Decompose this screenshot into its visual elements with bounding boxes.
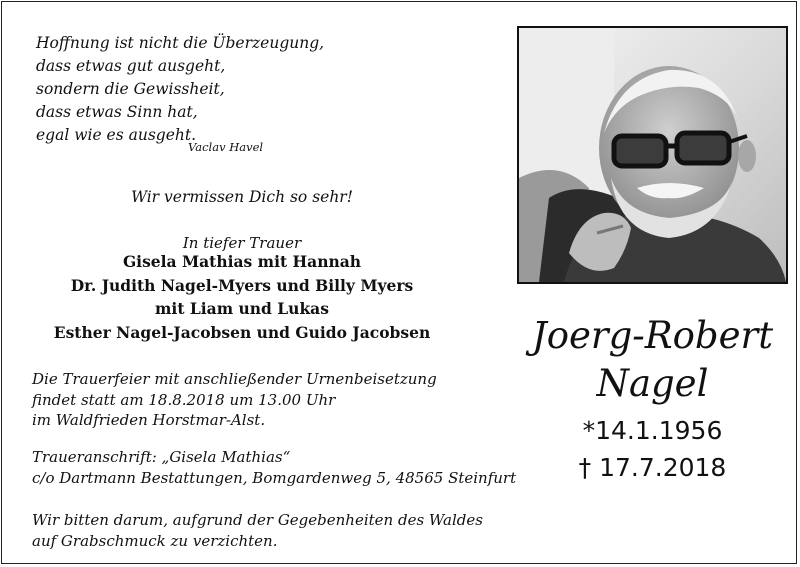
portrait-photo bbox=[517, 26, 788, 284]
mourning-intro: In tiefer Trauer bbox=[182, 234, 302, 252]
mourning-address bbox=[32, 447, 516, 488]
ceremony-line: Die Trauerfeier mit anschließender Urnenbeisetzung bbox=[32, 370, 437, 388]
miss-text: Wir vermissen Dich so sehr! bbox=[131, 188, 353, 206]
deceased-last-name: Nagel bbox=[596, 362, 709, 405]
portrait-photo-icon bbox=[519, 28, 786, 282]
address-line: Traueranschrift: „Gisela Mathias“ bbox=[32, 448, 291, 466]
ceremony-line: findet statt am 18.8.2018 um 13.00 Uhr bbox=[32, 390, 336, 409]
deceased-first-name: Joerg-Robert bbox=[531, 314, 774, 357]
quote-block bbox=[36, 32, 324, 147]
death-date: † 17.7.2018 bbox=[578, 453, 727, 482]
quote-line: dass etwas gut ausgeht, bbox=[36, 57, 226, 75]
quote-line: sondern die Gewissheit, bbox=[36, 80, 225, 98]
birth-date: *14.1.1956 bbox=[582, 416, 723, 445]
mourner-line: mit Liam und Lukas bbox=[155, 299, 329, 318]
quote-line: dass etwas Sinn hat, bbox=[36, 103, 198, 121]
address-line: c/o Dartmann Bestattungen, Bomgardenweg 5, 48565 Steinfurt bbox=[32, 468, 517, 487]
quote-author: Vaclav Havel bbox=[188, 140, 264, 154]
request-line: auf Grabschmuck zu verzichten. bbox=[32, 531, 278, 550]
flower-request bbox=[32, 510, 483, 551]
obituary-card bbox=[1, 1, 797, 564]
mourner-line: Dr. Judith Nagel-Myers und Billy Myers bbox=[70, 275, 414, 295]
mourners-list bbox=[2, 250, 482, 344]
quote-line: egal wie es ausgeht. bbox=[36, 126, 197, 144]
mourner-line: Esther Nagel-Jacobsen und Guido Jacobsen bbox=[53, 322, 431, 342]
request-line: Wir bitten darum, aufgrund der Gegebenheiten des Waldes bbox=[32, 511, 483, 529]
mourner-line: Gisela Mathias mit Hannah bbox=[122, 252, 362, 271]
ceremony-info bbox=[32, 369, 437, 431]
quote-line: Hoffnung ist nicht die Überzeugung, bbox=[36, 34, 325, 52]
ceremony-line: im Waldfrieden Horstmar-Alst. bbox=[32, 411, 266, 429]
